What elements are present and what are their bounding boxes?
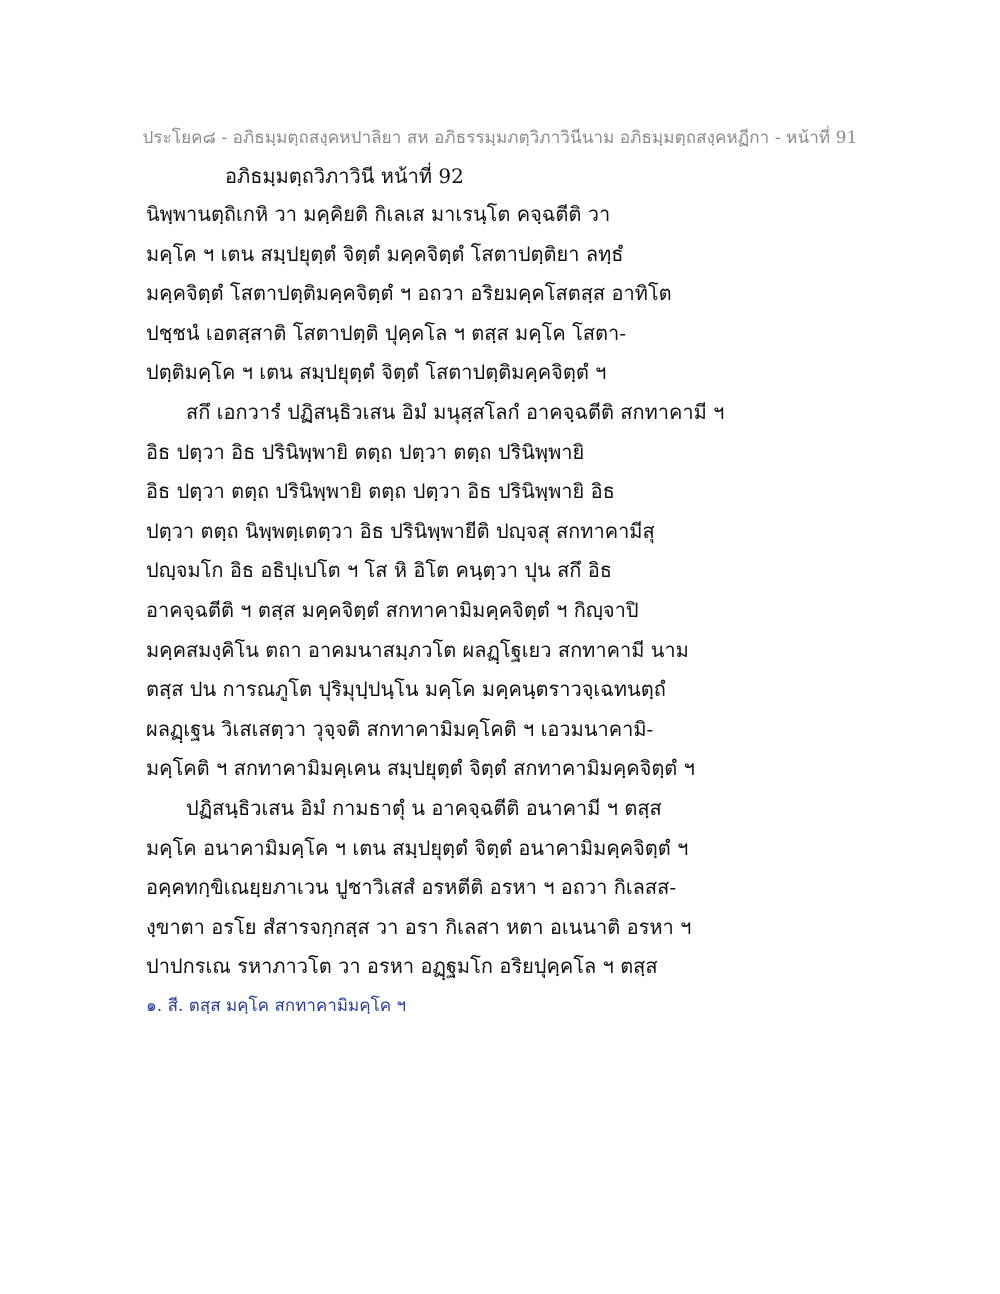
text-line: มคฺโค ฯ เตน สมฺปยุตฺตํ จิตฺตํ มคฺคจิตฺตํ โสตาปตฺติยา ลทฺธํ	[146, 241, 624, 266]
text-line: ปาปกรเณ รหาภาวโต วา อรหา อฏฺฐมโก อริยปุคฺคโล ฯ ตสฺส	[146, 954, 658, 979]
paragraph-start-line: สกึ เอกวารํ ปฏิสนฺธิวเสน อิมํ มนุสฺสโลกํ อาคจฺฉตีติ สกทาคามี ฯ	[186, 399, 725, 424]
text-line: อคฺคทกฺขิเณยฺยภาเวน ปูชาวิเสสํ อรหตีติ อรหา ฯ อถวา กิเลสส-	[146, 875, 677, 900]
text-line: ปตฺติมคฺโค ฯ เตน สมฺปยุตฺตํ จิตฺตํ โสตาปตฺติมคฺคจิตฺตํ ฯ	[146, 360, 607, 385]
text-line: ปชฺชนํ เอตสฺสาติ โสตาปตฺติ ปุคฺคโล ฯ ตสฺส มคฺโค โสตา-	[146, 320, 627, 345]
text-line: อิธ ปตฺวา ตตฺถ ปรินิพฺพายิ ตตฺถ ปตฺวา อิธ ปรินิพฺพายิ อิธ	[146, 479, 615, 504]
text-line: ปญฺจมโก อิธ อธิปฺเปโต ฯ โส หิ อิโต คนฺตฺวา ปุน สกึ อิธ	[146, 558, 612, 583]
text-line: ตสฺส ปน การณภูโต ปุริมุปฺปนฺโน มคฺโค มคฺคนฺตราวจฺเฉทนตฺถํ	[146, 677, 666, 702]
body-text	[146, 199, 725, 991]
page-heading: อภิธมฺมตฺถวิภาวินี หน้าที่ 92	[225, 164, 464, 188]
text-line: ผลฏฺเฐน วิเสเสตฺวา วุจฺจติ สกทาคามิมคฺโคติ ฯ เอวมนาคามิ-	[146, 716, 654, 741]
paragraph-start-line: ปฏิสนฺธิวเสน อิมํ กามธาตุํ น อาคจฺฉตีติ อนาคามี ฯ ตสฺส	[186, 795, 662, 820]
running-header: ประโยค๘ - อภิธมฺมตฺถสงฺคหปาลิยา สห อภิธรรมฺมภตฺวิภาวินีนาม อภิธมฺมตฺถสงฺคหฏีกา - หน้าที่ 91	[142, 128, 858, 148]
text-line: อิธ ปตฺวา อิธ ปรินิพฺพายิ ตตฺถ ปตฺวา ตตฺถ ปรินิพฺพายิ	[146, 439, 585, 464]
text-line: งฺขาตา อรโย สํสารจกฺกสฺส วา อรา กิเลสา หตา อเนนาติ อรหา ฯ	[146, 914, 692, 939]
footnote: ๑. สี. ตสฺส มคฺโค สกทาคามิมคฺโค ฯ	[146, 996, 407, 1016]
text-line: มคฺคสมงฺคิโน ตถา อาคมนาสมฺภวโต ผลฏฺโฐเยว สกทาคามี นาม	[146, 637, 689, 662]
text-line: นิพฺพานตฺถิเกหิ วา มคฺคิยติ กิเลเส มาเรนฺโต คจฺฉตีติ วา	[146, 202, 611, 226]
text-line: อาคจฺฉตีติ ฯ ตสฺส มคฺคจิตฺตํ สกทาคามิมคฺคจิตฺตํ ฯ กิญฺจาปิ	[146, 597, 639, 622]
text-line: ปตฺวา ตตฺถ นิพฺพตฺเตตฺวา อิธ ปรินิพฺพายีติ ปญฺจสุ สกทาคามีสุ	[146, 518, 655, 543]
text-line: มคฺโคติ ฯ สกทาคามิมคฺเคน สมฺปยุตฺตํ จิตฺตํ สกทาคามิมคฺคจิตฺตํ ฯ	[146, 756, 695, 781]
text-line: มคฺคจิตฺตํ โสตาปตฺติมคฺคจิตฺตํ ฯ อถวา อริยมคฺคโสตสฺส อาทิโต	[146, 281, 672, 306]
text-line: มคฺโค อนาคามิมคฺโค ฯ เตน สมฺปยุตฺตํ จิตฺตํ อนาคามิมคฺคจิตฺตํ ฯ	[146, 835, 689, 860]
